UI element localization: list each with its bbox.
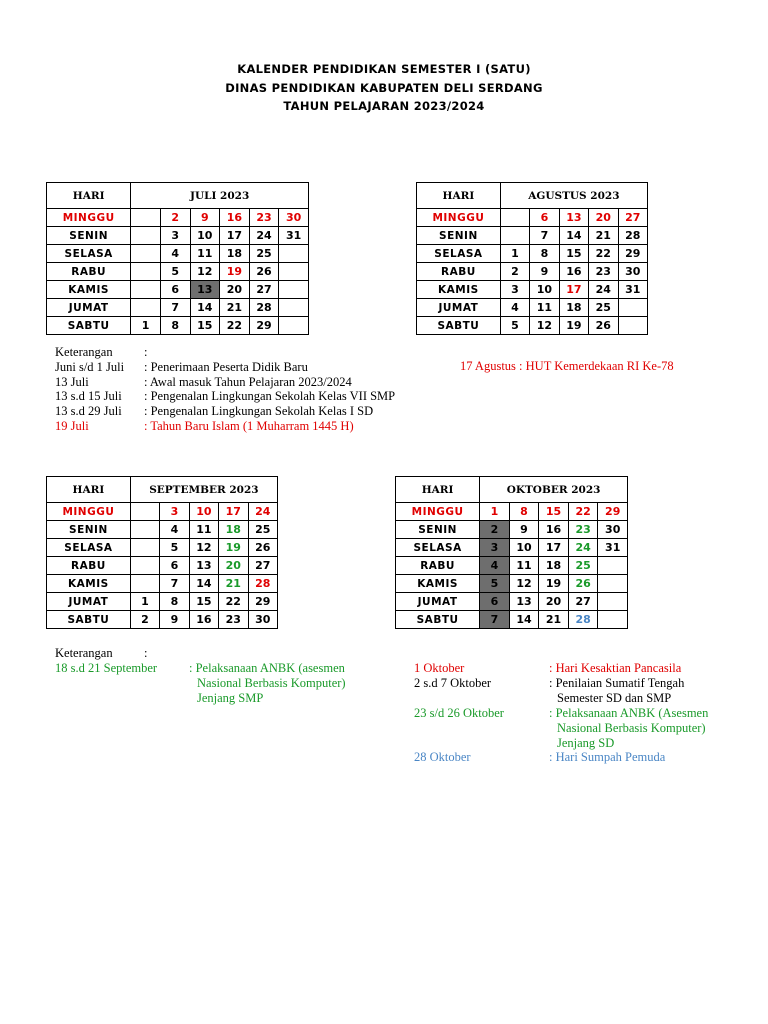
- note-item: [55, 374, 352, 390]
- date-cell: [618, 317, 647, 335]
- date-cell: [131, 227, 161, 245]
- day-label: JUMAT: [47, 593, 131, 611]
- date-cell: 29: [618, 245, 647, 263]
- note-item: [55, 418, 354, 434]
- calendar-july: [46, 182, 309, 335]
- date-cell: 5: [500, 317, 529, 335]
- date-cell: 27: [618, 209, 647, 227]
- date-cell: 12: [530, 317, 559, 335]
- date-cell: 21: [589, 227, 618, 245]
- note-desc: : Tahun Baru Islam (1 Muharram 1445 H): [144, 418, 354, 433]
- date-cell: 1: [480, 503, 510, 521]
- day-label: RABU: [417, 263, 501, 281]
- calendar-september: [46, 476, 278, 629]
- note-anbk-smp-desc: [189, 661, 346, 705]
- note-desc: : Penerimaan Peserta Didik Baru: [144, 359, 308, 374]
- notes-heading: Keterangan :: [55, 345, 148, 359]
- note-oct-date: 2 s.d 7 Oktober: [414, 676, 492, 690]
- day-label: JUMAT: [417, 299, 501, 317]
- month-title: AGUSTUS 2023: [500, 183, 647, 209]
- date-cell: 13: [559, 209, 588, 227]
- date-cell: 12: [190, 263, 220, 281]
- date-cell: 18: [219, 521, 248, 539]
- day-label: SELASA: [47, 245, 131, 263]
- date-cell: 4: [160, 521, 189, 539]
- date-cell: 11: [189, 521, 218, 539]
- date-cell: 2: [130, 611, 159, 629]
- day-label: MINGGU: [417, 209, 501, 227]
- calendar-october: [395, 476, 628, 629]
- date-cell: 9: [509, 521, 539, 539]
- date-cell: 23: [249, 209, 279, 227]
- date-cell: 10: [509, 539, 539, 557]
- date-cell: [500, 227, 529, 245]
- date-cell: 21: [220, 299, 250, 317]
- date-cell: 11: [509, 557, 539, 575]
- date-cell: 10: [530, 281, 559, 299]
- day-label: SENIN: [417, 227, 501, 245]
- date-cell: 15: [189, 593, 218, 611]
- date-cell: 4: [480, 557, 510, 575]
- date-cell: [131, 245, 161, 263]
- date-cell: [130, 521, 159, 539]
- date-cell: 28: [618, 227, 647, 245]
- note-desc-line: : Penilaian Sumatif Tengah: [549, 676, 685, 690]
- day-label: SABTU: [47, 611, 131, 629]
- date-cell: 14: [509, 611, 539, 629]
- date-cell: 5: [480, 575, 510, 593]
- day-label: MINGGU: [396, 503, 480, 521]
- date-cell: 22: [220, 317, 250, 335]
- date-cell: 18: [539, 557, 569, 575]
- date-cell: 26: [249, 263, 279, 281]
- date-cell: 13: [190, 281, 220, 299]
- date-cell: 16: [189, 611, 218, 629]
- date-cell: 7: [480, 611, 510, 629]
- date-cell: 30: [598, 521, 628, 539]
- date-cell: 2: [500, 263, 529, 281]
- note-anbk-smp-date: 18 s.d 21 September: [55, 661, 158, 675]
- date-cell: 29: [248, 593, 277, 611]
- date-cell: [279, 263, 309, 281]
- date-cell: 3: [480, 539, 510, 557]
- date-cell: 26: [568, 575, 598, 593]
- date-cell: 10: [189, 503, 218, 521]
- date-cell: 30: [618, 263, 647, 281]
- date-cell: 13: [509, 593, 539, 611]
- note-oct-desc: [549, 706, 708, 750]
- date-cell: 21: [539, 611, 569, 629]
- date-cell: 8: [530, 245, 559, 263]
- date-cell: [130, 557, 159, 575]
- hari-header: HARI: [47, 477, 131, 503]
- date-cell: 17: [539, 539, 569, 557]
- date-cell: [598, 593, 628, 611]
- note-date: 13 s.d 15 Juli: [55, 389, 122, 404]
- date-cell: 25: [248, 521, 277, 539]
- date-cell: 20: [589, 209, 618, 227]
- day-label: SENIN: [47, 227, 131, 245]
- date-cell: 7: [530, 227, 559, 245]
- date-cell: 16: [539, 521, 569, 539]
- date-cell: 17: [220, 227, 250, 245]
- date-cell: 8: [509, 503, 539, 521]
- note-desc-line: Jenjang SMP: [197, 690, 264, 705]
- note-desc-line: Nasional Berbasis Komputer): [197, 675, 346, 690]
- date-cell: 3: [160, 227, 190, 245]
- date-cell: 29: [249, 317, 279, 335]
- date-cell: [500, 209, 529, 227]
- date-cell: 24: [568, 539, 598, 557]
- date-cell: 17: [559, 281, 588, 299]
- date-cell: 23: [589, 263, 618, 281]
- note-oct-desc: [549, 750, 665, 765]
- header-line-3: TAHUN PELAJARAN 2023/2024: [283, 99, 485, 113]
- note-desc-line: Semester SD dan SMP: [557, 690, 672, 705]
- notes-sep-oct-heading: Keterangan :: [55, 646, 148, 660]
- note-hut-ri: 17 Agustus : HUT Kemerdekaan RI Ke-78: [460, 359, 674, 373]
- date-cell: 8: [160, 593, 189, 611]
- date-cell: 6: [480, 593, 510, 611]
- date-cell: 7: [160, 299, 190, 317]
- calendar-august: [416, 182, 648, 335]
- date-cell: [131, 209, 161, 227]
- date-cell: 2: [480, 521, 510, 539]
- day-label: SELASA: [47, 539, 131, 557]
- day-label: JUMAT: [396, 593, 480, 611]
- date-cell: 10: [190, 227, 220, 245]
- date-cell: 4: [500, 299, 529, 317]
- date-cell: 25: [568, 557, 598, 575]
- note-oct-date: 28 Oktober: [414, 750, 471, 764]
- date-cell: 28: [248, 575, 277, 593]
- note-item: [55, 404, 374, 419]
- note-desc-line: : Hari Sumpah Pemuda: [549, 750, 666, 764]
- day-label: KAMIS: [396, 575, 480, 593]
- date-cell: 2: [160, 209, 190, 227]
- note-date: 13 s.d 29 Juli: [55, 404, 122, 419]
- date-cell: 16: [559, 263, 588, 281]
- date-cell: 15: [539, 503, 569, 521]
- day-label: SABTU: [47, 317, 131, 335]
- day-label: RABU: [396, 557, 480, 575]
- date-cell: [130, 539, 159, 557]
- note-item: [55, 359, 308, 375]
- day-label: SENIN: [396, 521, 480, 539]
- note-oct-date: 23 s/d 26 Oktober: [414, 706, 504, 720]
- date-cell: 4: [160, 245, 190, 263]
- day-label: SELASA: [417, 245, 501, 263]
- date-cell: 6: [530, 209, 559, 227]
- date-cell: 27: [568, 593, 598, 611]
- date-cell: 18: [559, 299, 588, 317]
- date-cell: [279, 281, 309, 299]
- note-oct-desc: [549, 676, 684, 706]
- date-cell: 31: [279, 227, 309, 245]
- date-cell: 14: [559, 227, 588, 245]
- date-cell: 9: [190, 209, 220, 227]
- month-title: JULI 2023: [131, 183, 309, 209]
- date-cell: 30: [279, 209, 309, 227]
- date-cell: [598, 557, 628, 575]
- date-cell: 20: [220, 281, 250, 299]
- hari-header: HARI: [396, 477, 480, 503]
- date-cell: [131, 263, 161, 281]
- day-label: KAMIS: [47, 575, 131, 593]
- date-cell: 15: [190, 317, 220, 335]
- notes-july-august: [55, 345, 396, 434]
- date-cell: 20: [219, 557, 248, 575]
- date-cell: [279, 299, 309, 317]
- date-cell: 9: [530, 263, 559, 281]
- date-cell: 26: [589, 317, 618, 335]
- date-cell: 29: [598, 503, 628, 521]
- date-cell: [130, 503, 159, 521]
- date-cell: 22: [589, 245, 618, 263]
- note-desc-line: Jenjang SD: [557, 735, 615, 750]
- note-item: [55, 389, 396, 404]
- date-cell: 19: [559, 317, 588, 335]
- date-cell: [618, 299, 647, 317]
- date-cell: 19: [220, 263, 250, 281]
- day-label: KAMIS: [417, 281, 501, 299]
- hari-header: HARI: [47, 183, 131, 209]
- date-cell: 22: [568, 503, 598, 521]
- date-cell: 11: [190, 245, 220, 263]
- day-label: RABU: [47, 557, 131, 575]
- date-cell: 24: [248, 503, 277, 521]
- date-cell: 28: [249, 299, 279, 317]
- note-desc-line: : Pelaksanaan ANBK (asesmen: [189, 661, 345, 675]
- date-cell: 5: [160, 539, 189, 557]
- date-cell: 27: [248, 557, 277, 575]
- date-cell: 31: [618, 281, 647, 299]
- date-cell: 15: [559, 245, 588, 263]
- date-cell: 21: [219, 575, 248, 593]
- day-label: SABTU: [396, 611, 480, 629]
- day-label: JUMAT: [47, 299, 131, 317]
- date-cell: 9: [160, 611, 189, 629]
- date-cell: 1: [500, 245, 529, 263]
- header-line-1: KALENDER PENDIDIKAN SEMESTER I (SATU): [237, 62, 531, 76]
- date-cell: 30: [248, 611, 277, 629]
- date-cell: 3: [160, 503, 189, 521]
- date-cell: [598, 611, 628, 629]
- date-cell: 11: [530, 299, 559, 317]
- date-cell: 7: [160, 575, 189, 593]
- date-cell: [130, 575, 159, 593]
- date-cell: 13: [189, 557, 218, 575]
- date-cell: 19: [539, 575, 569, 593]
- month-title: SEPTEMBER 2023: [130, 477, 277, 503]
- date-cell: 24: [589, 281, 618, 299]
- date-cell: 23: [568, 521, 598, 539]
- note-desc-line: : Pelaksanaan ANBK (Asesmen: [549, 706, 709, 720]
- note-desc: : Awal masuk Tahun Pelajaran 2023/2024: [144, 374, 352, 389]
- date-cell: [279, 317, 309, 335]
- date-cell: 14: [190, 299, 220, 317]
- date-cell: 16: [220, 209, 250, 227]
- date-cell: 6: [160, 557, 189, 575]
- note-date: Juni s/d 1 Juli: [55, 359, 125, 374]
- date-cell: 19: [219, 539, 248, 557]
- note-desc-line: Nasional Berbasis Komputer): [557, 720, 706, 735]
- day-label: RABU: [47, 263, 131, 281]
- date-cell: 1: [131, 317, 161, 335]
- date-cell: 28: [568, 611, 598, 629]
- note-oct-date: 1 Oktober: [414, 661, 465, 675]
- date-cell: 25: [589, 299, 618, 317]
- day-label: KAMIS: [47, 281, 131, 299]
- note-oct-desc: [549, 661, 681, 676]
- date-cell: 25: [249, 245, 279, 263]
- note-date: 19 Juli: [55, 418, 89, 433]
- date-cell: 1: [130, 593, 159, 611]
- day-label: SENIN: [47, 521, 131, 539]
- date-cell: [131, 281, 161, 299]
- note-desc: : Pengenalan Lingkungan Sekolah Kelas I SD: [144, 404, 374, 419]
- date-cell: [279, 245, 309, 263]
- date-cell: 12: [189, 539, 218, 557]
- note-desc-line: : Hari Kesaktian Pancasila: [549, 661, 682, 675]
- note-desc: : Pengenalan Lingkungan Sekolah Kelas VII SMP: [144, 389, 396, 404]
- month-title: OKTOBER 2023: [480, 477, 628, 503]
- date-cell: 20: [539, 593, 569, 611]
- date-cell: 14: [189, 575, 218, 593]
- day-label: SELASA: [396, 539, 480, 557]
- date-cell: 27: [249, 281, 279, 299]
- header-line-2: DINAS PENDIDIKAN KABUPATEN DELI SERDANG: [225, 81, 543, 95]
- date-cell: 23: [219, 611, 248, 629]
- day-label: MINGGU: [47, 209, 131, 227]
- date-cell: 17: [219, 503, 248, 521]
- hari-header: HARI: [417, 183, 501, 209]
- date-cell: 26: [248, 539, 277, 557]
- day-label: MINGGU: [47, 503, 131, 521]
- note-date: 13 Juli: [55, 374, 89, 389]
- date-cell: 8: [160, 317, 190, 335]
- date-cell: 18: [220, 245, 250, 263]
- date-cell: 5: [160, 263, 190, 281]
- date-cell: 22: [219, 593, 248, 611]
- date-cell: [598, 575, 628, 593]
- date-cell: 3: [500, 281, 529, 299]
- date-cell: 31: [598, 539, 628, 557]
- date-cell: 12: [509, 575, 539, 593]
- date-cell: 6: [160, 281, 190, 299]
- date-cell: 24: [249, 227, 279, 245]
- day-label: SABTU: [417, 317, 501, 335]
- date-cell: [131, 299, 161, 317]
